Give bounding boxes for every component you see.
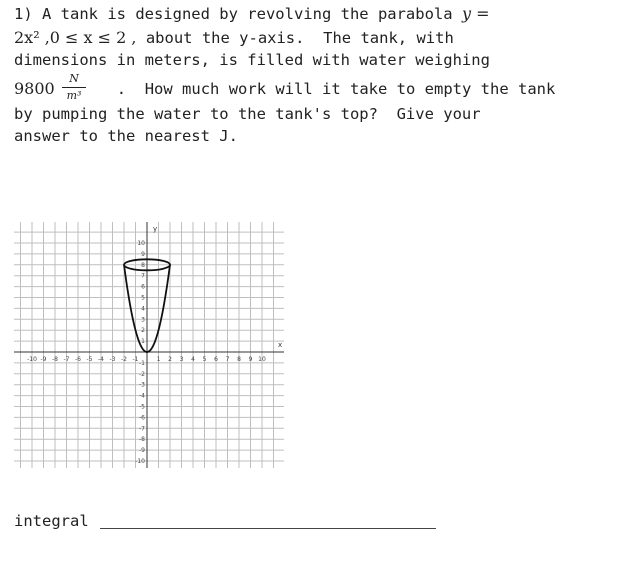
unit-denominator: m³	[66, 89, 82, 102]
y-tick-label: -6	[139, 414, 145, 422]
x-tick-label: -5	[86, 356, 93, 363]
problem-line-1	[14, 4, 489, 23]
problem-line-3: dimensions in meters, is filled with water weighing	[14, 51, 490, 69]
x-tick-label: -3	[109, 356, 116, 363]
y-tick-label: -4	[139, 392, 145, 400]
y-tick-label: 6	[141, 283, 145, 291]
y-tick-label: -9	[139, 447, 145, 455]
x-tick-label: -6	[75, 356, 81, 363]
x-tick-label: -7	[63, 356, 70, 363]
x-tick-label: 4	[191, 356, 195, 363]
y-tick-label: -8	[139, 436, 145, 444]
x-axis-label: x	[278, 341, 283, 349]
x-tick-label: 3	[179, 356, 184, 363]
x-tick-label: 5	[202, 356, 207, 363]
y-tick-label: 1	[141, 338, 145, 346]
y-tick-label: -10	[135, 458, 145, 465]
problem-line-2-text: about the y-axis. The tank, with	[136, 29, 454, 47]
x-tick-label: 2	[168, 356, 172, 363]
y-tick-label: 4	[141, 305, 145, 313]
x-tick-label: -8	[52, 356, 58, 363]
x-tick-label: 10	[258, 356, 266, 363]
problem-line-1-text: 1) A tank is designed by revolving the parabola	[14, 5, 462, 23]
x-tick-label: 6	[214, 356, 218, 363]
y-tick-label: 10	[137, 240, 145, 247]
y-tick-label: -1	[139, 359, 145, 367]
problem-line-4	[14, 79, 555, 99]
math-y-equals: y =	[461, 4, 490, 23]
problem-line-6: answer to the nearest J.	[14, 127, 238, 145]
x-tick-label: 8	[237, 356, 241, 363]
problem-line-2	[14, 28, 454, 48]
y-axis-label: y	[153, 225, 158, 233]
answer-label: integral	[14, 512, 89, 530]
x-tick-label: -4	[98, 356, 104, 363]
fraction-bar	[62, 87, 86, 88]
y-tick-label: 2	[141, 327, 145, 335]
problem-line-5: by pumping the water to the tank's top? Give your	[14, 105, 481, 123]
x-tick-label: -2	[121, 356, 127, 363]
math-parabola-domain: 2x² ,0 ≤ x ≤ 2 ,	[14, 28, 137, 47]
answer-input-line[interactable]	[100, 528, 436, 529]
y-tick-label: 7	[141, 272, 145, 280]
x-tick-label: 9	[248, 356, 253, 363]
y-tick-label: 3	[141, 316, 145, 324]
y-tick-label: 8	[141, 261, 145, 269]
x-tick-label: 7	[225, 356, 230, 363]
y-tick-label: -2	[139, 370, 145, 378]
y-tick-label: 5	[141, 294, 145, 302]
unit-numerator: N	[69, 72, 79, 85]
x-tick-label: -9	[40, 356, 47, 363]
y-tick-label: -5	[139, 403, 145, 411]
weight-value: 9800	[14, 79, 55, 98]
x-tick-label: -10	[27, 356, 37, 363]
problem-line-4-text: . How much work will it take to empty the tank	[116, 80, 556, 98]
x-tick-label: -1	[132, 356, 139, 363]
y-tick-label: -7	[139, 425, 145, 433]
y-tick-label: 9	[141, 250, 145, 258]
coordinate-graph	[14, 222, 284, 468]
y-tick-label: -3	[139, 381, 145, 389]
x-tick-label: 1	[156, 356, 161, 363]
